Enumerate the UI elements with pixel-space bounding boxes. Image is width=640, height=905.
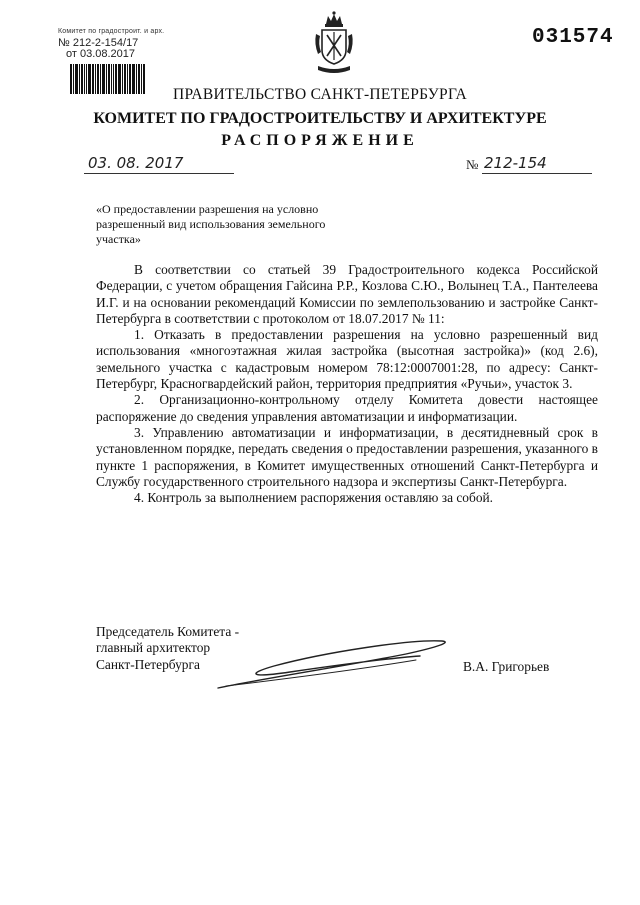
date-underline — [84, 173, 234, 174]
document-number: 212-154 — [484, 154, 547, 172]
signatory-title-line-2: главный архитектор — [96, 640, 211, 656]
number-underline — [482, 173, 592, 174]
handwritten-signature-icon — [206, 636, 456, 696]
coat-of-arms-emblem-icon — [312, 10, 356, 76]
number-label: № — [466, 157, 479, 172]
document-subject: «О предоставлении разрешения на условно разрешенный вид использования земельного участка» — [96, 202, 326, 246]
registration-date: от 03.08.2017 — [66, 48, 136, 60]
document-number-stamp: 031574 — [532, 26, 614, 49]
item-1-paragraph: 1. Отказать в предоставлении разрешения на условно разрешенный вид использования «многоэтажная жилая застройка (высотная застройка)» (код 2.6), земельного участка с кадастровым номером 78:12:0007001:28, по адресу: Санкт-Петербург, Красногвардейский район, территория предприятия «Ручьи», участок 3. — [96, 327, 598, 392]
registration-stamp-header: Комитет по градостроит. и арх. — [58, 28, 165, 35]
item-3-paragraph: 3. Управлению автоматизации и информатизации, в десятидневный срок в установленном порядке, передать сведения о предоставлении разрешения, указанного в пункте 1 распоряжения, в Комитет имущественных отношений Санкт-Петербурга и Службу государственного строительного надзора и экспертизы Санкт-Петербурга. — [96, 424, 598, 489]
registration-number: № 212-2-154/17 — [58, 37, 139, 49]
signer-name: В.А. Григорьев — [463, 659, 550, 674]
preamble-paragraph: В соответствии со статьей 39 Градостроительного кодекса Российской Федерации, с учетом обращения Гайсина Р.Р., Козлова С.Ю., Волынец Т.А., Пантелеева И.Г. и на основании рекомендаций Комиссии по землепользованию и застройке Санкт-Петербурга в соответствии с протоколом от 18.07.2017 № 11: — [96, 262, 598, 326]
committee-title: КОМИТЕТ ПО ГРАДОСТРОИТЕЛЬСТВУ И АРХИТЕКТУРЕ — [93, 110, 547, 127]
item-2-paragraph: 2. Организационно-контрольному отделу Комитета довести настоящее распоряжение до сведения управления автоматизации и информатизации. — [96, 392, 598, 424]
document-type: РАСПОРЯЖЕНИЕ — [221, 132, 419, 149]
government-title: ПРАВИТЕЛЬСТВО САНКТ-ПЕТЕРБУРГА — [172, 86, 468, 103]
signatory-title-line-3: Санкт-Петербурга — [96, 656, 200, 672]
item-4-paragraph: 4. Контроль за выполнением распоряжения оставляю за собой. — [134, 490, 494, 506]
signatory-title-line-1: Председатель Комитета - — [96, 624, 240, 639]
document-body — [96, 262, 598, 506]
document-date: 03. 08. 2017 — [88, 154, 184, 172]
registration-stamp — [58, 38, 138, 60]
